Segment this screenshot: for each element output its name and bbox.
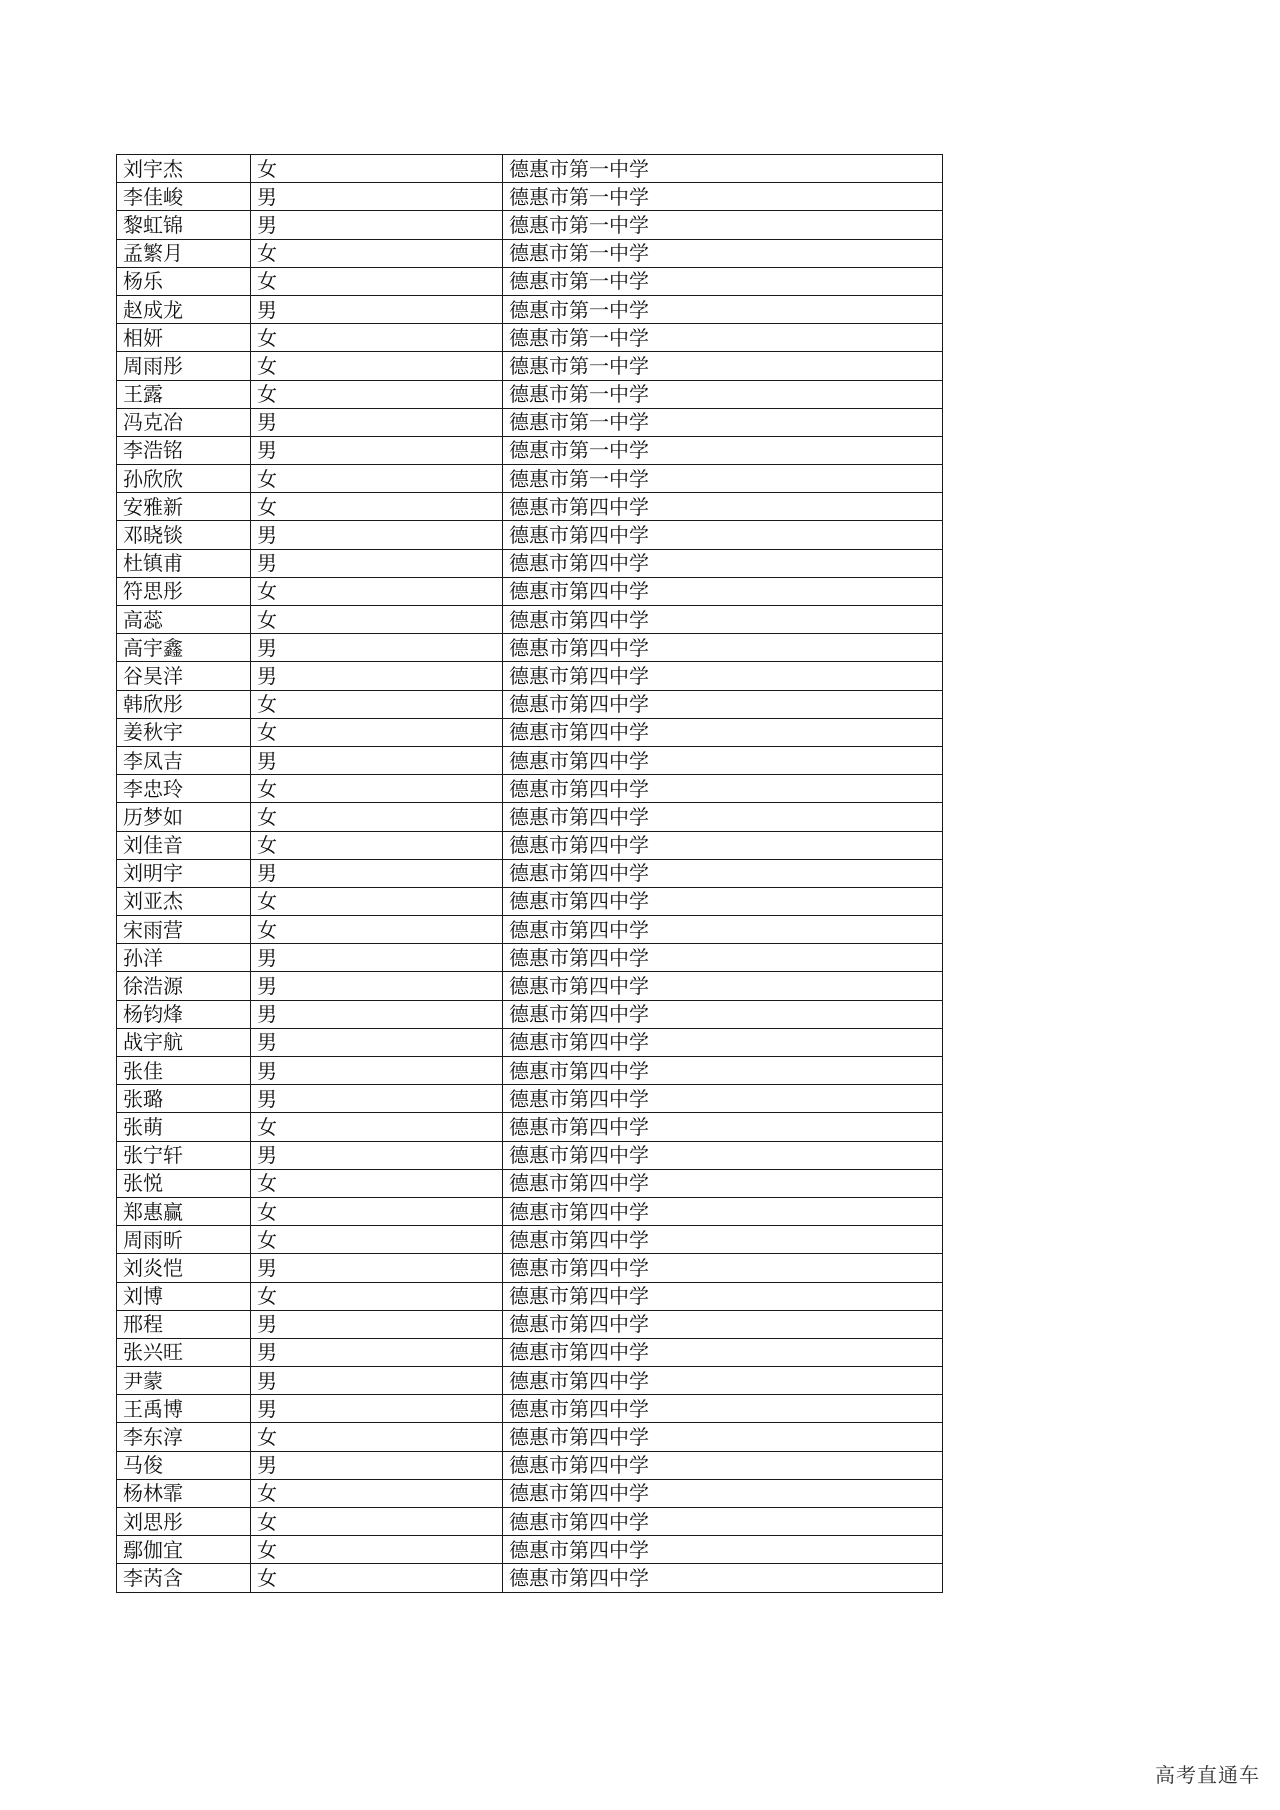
table-row: [117, 239, 943, 267]
gender-cell: 男: [251, 211, 503, 239]
table-row: [117, 408, 943, 436]
table-row: [117, 887, 943, 915]
school-cell: 德惠市第一中学: [503, 408, 943, 436]
gender-cell: 男: [251, 408, 503, 436]
school-cell: 德惠市第四中学: [503, 775, 943, 803]
table-row: [117, 1226, 943, 1254]
table-row: [117, 211, 943, 239]
student-roster-table: [116, 154, 943, 1593]
table-row: [117, 1479, 943, 1507]
table-row: [117, 436, 943, 464]
table-row: [117, 859, 943, 887]
gender-cell: 女: [251, 775, 503, 803]
name-cell: 张兴旺: [117, 1338, 251, 1366]
name-cell: 韩欣彤: [117, 690, 251, 718]
school-cell: 德惠市第四中学: [503, 972, 943, 1000]
table-row: [117, 1254, 943, 1282]
gender-cell: 男: [251, 1367, 503, 1395]
name-cell: 张宁轩: [117, 1141, 251, 1169]
school-cell: 德惠市第四中学: [503, 1564, 943, 1592]
table-row: [117, 521, 943, 549]
name-cell: 李佳峻: [117, 183, 251, 211]
school-cell: 德惠市第四中学: [503, 1000, 943, 1028]
gender-cell: 男: [251, 1310, 503, 1338]
name-cell: 刘博: [117, 1282, 251, 1310]
name-cell: 刘佳音: [117, 831, 251, 859]
name-cell: 安雅新: [117, 493, 251, 521]
gender-cell: 男: [251, 634, 503, 662]
table-row: [117, 775, 943, 803]
name-cell: 孟繁月: [117, 239, 251, 267]
name-cell: 王禹博: [117, 1395, 251, 1423]
gender-cell: 男: [251, 1028, 503, 1056]
gender-cell: 女: [251, 155, 503, 183]
table-row: [117, 549, 943, 577]
school-cell: 德惠市第一中学: [503, 155, 943, 183]
table-row: [117, 944, 943, 972]
table-row: [117, 577, 943, 605]
school-cell: 德惠市第一中学: [503, 436, 943, 464]
school-cell: 德惠市第四中学: [503, 1536, 943, 1564]
school-cell: 德惠市第四中学: [503, 662, 943, 690]
school-cell: 德惠市第四中学: [503, 1254, 943, 1282]
table-row: [117, 916, 943, 944]
gender-cell: 女: [251, 1423, 503, 1451]
gender-cell: 女: [251, 1564, 503, 1592]
gender-cell: 女: [251, 352, 503, 380]
school-cell: 德惠市第四中学: [503, 1451, 943, 1479]
school-cell: 德惠市第四中学: [503, 1282, 943, 1310]
name-cell: 李东淳: [117, 1423, 251, 1451]
name-cell: 符思彤: [117, 577, 251, 605]
gender-cell: 女: [251, 493, 503, 521]
table-row: [117, 295, 943, 323]
table-row: [117, 1113, 943, 1141]
table-row: [117, 1451, 943, 1479]
gender-cell: 女: [251, 831, 503, 859]
table-row: [117, 1282, 943, 1310]
gender-cell: 女: [251, 267, 503, 295]
gender-cell: 男: [251, 746, 503, 774]
name-cell: 高宇鑫: [117, 634, 251, 662]
school-cell: 德惠市第一中学: [503, 267, 943, 295]
school-cell: 德惠市第四中学: [503, 1226, 943, 1254]
name-cell: 李凤吉: [117, 746, 251, 774]
school-cell: 德惠市第一中学: [503, 465, 943, 493]
name-cell: 孙洋: [117, 944, 251, 972]
name-cell: 李浩铭: [117, 436, 251, 464]
school-cell: 德惠市第四中学: [503, 1028, 943, 1056]
table-row: [117, 1367, 943, 1395]
name-cell: 鄢伽宜: [117, 1536, 251, 1564]
school-cell: 德惠市第四中学: [503, 944, 943, 972]
name-cell: 郑惠赢: [117, 1197, 251, 1225]
gender-cell: 女: [251, 1169, 503, 1197]
table-row: [117, 183, 943, 211]
gender-cell: 男: [251, 1085, 503, 1113]
school-cell: 德惠市第四中学: [503, 1508, 943, 1536]
gender-cell: 男: [251, 1141, 503, 1169]
name-cell: 李芮含: [117, 1564, 251, 1592]
school-cell: 德惠市第四中学: [503, 1395, 943, 1423]
school-cell: 德惠市第四中学: [503, 634, 943, 662]
name-cell: 杨钧烽: [117, 1000, 251, 1028]
school-cell: 德惠市第四中学: [503, 1197, 943, 1225]
table-row: [117, 1057, 943, 1085]
school-cell: 德惠市第四中学: [503, 1479, 943, 1507]
student-roster-body: [117, 155, 943, 1593]
table-row: [117, 1141, 943, 1169]
gender-cell: 女: [251, 1197, 503, 1225]
name-cell: 张佳: [117, 1057, 251, 1085]
gender-cell: 男: [251, 521, 503, 549]
gender-cell: 男: [251, 1057, 503, 1085]
gender-cell: 男: [251, 1254, 503, 1282]
gender-cell: 男: [251, 1395, 503, 1423]
name-cell: 王露: [117, 380, 251, 408]
gender-cell: 女: [251, 380, 503, 408]
school-cell: 德惠市第一中学: [503, 352, 943, 380]
school-cell: 德惠市第一中学: [503, 183, 943, 211]
gender-cell: 女: [251, 465, 503, 493]
gender-cell: 男: [251, 1000, 503, 1028]
table-row: [117, 746, 943, 774]
school-cell: 德惠市第一中学: [503, 324, 943, 352]
name-cell: 杜镇甫: [117, 549, 251, 577]
school-cell: 德惠市第四中学: [503, 493, 943, 521]
gender-cell: 女: [251, 1226, 503, 1254]
gender-cell: 女: [251, 1113, 503, 1141]
school-cell: 德惠市第四中学: [503, 577, 943, 605]
name-cell: 姜秋宇: [117, 718, 251, 746]
table-row: [117, 606, 943, 634]
name-cell: 周雨昕: [117, 1226, 251, 1254]
table-row: [117, 690, 943, 718]
gender-cell: 男: [251, 662, 503, 690]
school-cell: 德惠市第四中学: [503, 831, 943, 859]
table-row: [117, 831, 943, 859]
school-cell: 德惠市第四中学: [503, 859, 943, 887]
name-cell: 李忠玲: [117, 775, 251, 803]
table-row: [117, 1423, 943, 1451]
table-row: [117, 267, 943, 295]
name-cell: 邢程: [117, 1310, 251, 1338]
name-cell: 孙欣欣: [117, 465, 251, 493]
gender-cell: 女: [251, 887, 503, 915]
name-cell: 历梦如: [117, 803, 251, 831]
school-cell: 德惠市第一中学: [503, 295, 943, 323]
name-cell: 张萌: [117, 1113, 251, 1141]
gender-cell: 女: [251, 606, 503, 634]
table-row: [117, 803, 943, 831]
gender-cell: 女: [251, 718, 503, 746]
school-cell: 德惠市第四中学: [503, 1338, 943, 1366]
gender-cell: 男: [251, 436, 503, 464]
name-cell: 冯克冶: [117, 408, 251, 436]
name-cell: 黎虹锦: [117, 211, 251, 239]
school-cell: 德惠市第四中学: [503, 746, 943, 774]
school-cell: 德惠市第四中学: [503, 1113, 943, 1141]
school-cell: 德惠市第四中学: [503, 1423, 943, 1451]
school-cell: 德惠市第一中学: [503, 380, 943, 408]
school-cell: 德惠市第一中学: [503, 211, 943, 239]
name-cell: 张璐: [117, 1085, 251, 1113]
gender-cell: 女: [251, 1479, 503, 1507]
school-cell: 德惠市第四中学: [503, 1367, 943, 1395]
name-cell: 谷昊洋: [117, 662, 251, 690]
table-row: [117, 1564, 943, 1592]
name-cell: 马俊: [117, 1451, 251, 1479]
school-cell: 德惠市第四中学: [503, 1310, 943, 1338]
gender-cell: 女: [251, 577, 503, 605]
table-row: [117, 1028, 943, 1056]
gender-cell: 男: [251, 859, 503, 887]
table-row: [117, 155, 943, 183]
table-row: [117, 380, 943, 408]
school-cell: 德惠市第四中学: [503, 521, 943, 549]
name-cell: 战宇航: [117, 1028, 251, 1056]
school-cell: 德惠市第四中学: [503, 1141, 943, 1169]
table-row: [117, 465, 943, 493]
table-row: [117, 1085, 943, 1113]
name-cell: 尹蒙: [117, 1367, 251, 1395]
name-cell: 邓晓锬: [117, 521, 251, 549]
name-cell: 刘宇杰: [117, 155, 251, 183]
name-cell: 相妍: [117, 324, 251, 352]
gender-cell: 男: [251, 549, 503, 577]
gender-cell: 男: [251, 944, 503, 972]
name-cell: 高蕊: [117, 606, 251, 634]
school-cell: 德惠市第四中学: [503, 690, 943, 718]
table-row: [117, 1197, 943, 1225]
gender-cell: 女: [251, 690, 503, 718]
name-cell: 张悦: [117, 1169, 251, 1197]
table-row: [117, 352, 943, 380]
watermark-text: 高考直通车: [1155, 1763, 1260, 1787]
table-row: [117, 1395, 943, 1423]
name-cell: 杨林霏: [117, 1479, 251, 1507]
gender-cell: 女: [251, 1282, 503, 1310]
gender-cell: 男: [251, 183, 503, 211]
table-row: [117, 1169, 943, 1197]
table-row: [117, 493, 943, 521]
name-cell: 杨乐: [117, 267, 251, 295]
school-cell: 德惠市第一中学: [503, 239, 943, 267]
school-cell: 德惠市第四中学: [503, 606, 943, 634]
name-cell: 赵成龙: [117, 295, 251, 323]
table-row: [117, 718, 943, 746]
name-cell: 宋雨营: [117, 916, 251, 944]
table-row: [117, 1000, 943, 1028]
gender-cell: 女: [251, 1536, 503, 1564]
table-row: [117, 662, 943, 690]
gender-cell: 男: [251, 295, 503, 323]
gender-cell: 女: [251, 324, 503, 352]
school-cell: 德惠市第四中学: [503, 803, 943, 831]
name-cell: 刘亚杰: [117, 887, 251, 915]
school-cell: 德惠市第四中学: [503, 1057, 943, 1085]
name-cell: 周雨彤: [117, 352, 251, 380]
school-cell: 德惠市第四中学: [503, 887, 943, 915]
table-row: [117, 1338, 943, 1366]
table-row: [117, 972, 943, 1000]
table-row: [117, 1310, 943, 1338]
table-row: [117, 324, 943, 352]
school-cell: 德惠市第四中学: [503, 916, 943, 944]
name-cell: 刘思彤: [117, 1508, 251, 1536]
gender-cell: 女: [251, 803, 503, 831]
gender-cell: 女: [251, 916, 503, 944]
name-cell: 刘炎恺: [117, 1254, 251, 1282]
school-cell: 德惠市第四中学: [503, 718, 943, 746]
school-cell: 德惠市第四中学: [503, 1169, 943, 1197]
school-cell: 德惠市第四中学: [503, 549, 943, 577]
gender-cell: 男: [251, 1451, 503, 1479]
gender-cell: 男: [251, 1338, 503, 1366]
table-row: [117, 634, 943, 662]
table-row: [117, 1536, 943, 1564]
school-cell: 德惠市第四中学: [503, 1085, 943, 1113]
table-row: [117, 1508, 943, 1536]
name-cell: 徐浩源: [117, 972, 251, 1000]
name-cell: 刘明宇: [117, 859, 251, 887]
gender-cell: 男: [251, 972, 503, 1000]
gender-cell: 女: [251, 239, 503, 267]
gender-cell: 女: [251, 1508, 503, 1536]
